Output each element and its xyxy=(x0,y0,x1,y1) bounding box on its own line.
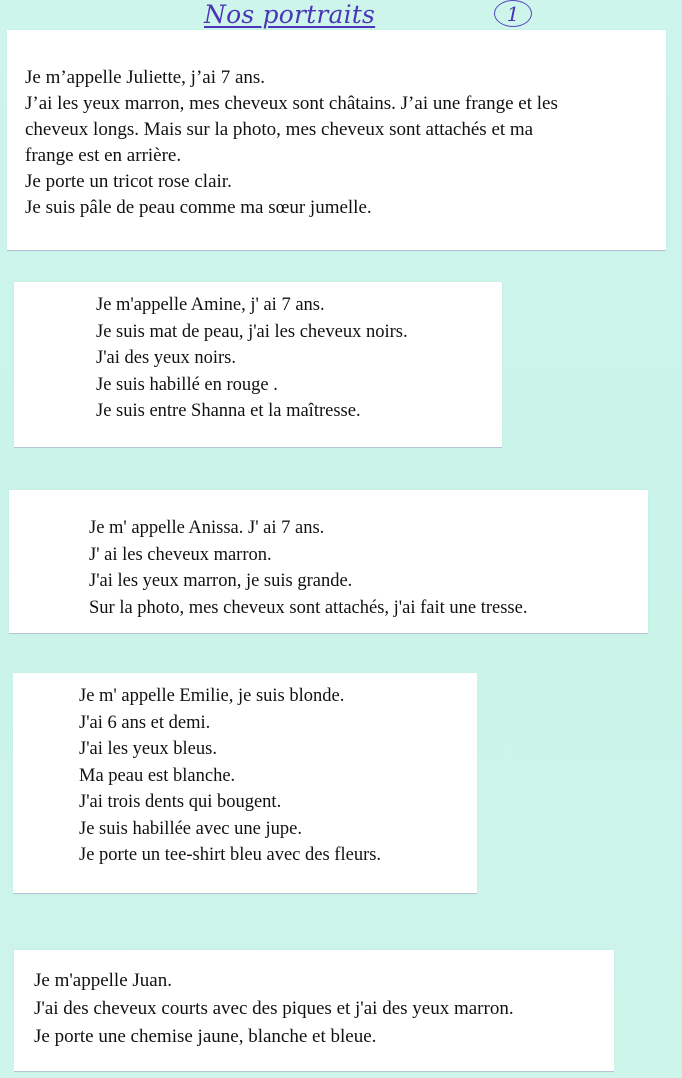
portrait-text xyxy=(89,515,527,621)
page-title: Nos portraits xyxy=(204,0,376,29)
portrait-line: J'ai des yeux noirs. xyxy=(96,348,237,368)
portrait-line: cheveux longs. Mais sur la photo, mes cheveux sont attachés et ma xyxy=(25,119,534,140)
portrait-line: Je suis pâle de peau comme ma sœur jumelle. xyxy=(25,197,372,218)
portrait-line: Je m’appelle Juliette, j’ai 7 ans. xyxy=(25,67,266,88)
portrait-card-juliette xyxy=(7,30,666,251)
page-number-badge: 1 xyxy=(494,0,532,27)
portrait-card-amine xyxy=(14,282,502,448)
portrait-line: Je suis habillée avec une jupe. xyxy=(79,818,302,839)
portrait-card-emilie xyxy=(13,673,477,894)
portrait-line: Je suis habillé en rouge . xyxy=(96,374,278,395)
portrait-line: Je porte un tricot rose clair. xyxy=(25,171,232,192)
portrait-line: J'ai 6 ans et demi. xyxy=(79,712,211,733)
portrait-line: J’ai les yeux marron, mes cheveux sont châtains. J’ai une frange et les xyxy=(25,93,558,114)
portrait-line: J'ai les yeux bleus. xyxy=(79,739,217,759)
portrait-line: Je porte une chemise jaune, blanche et bleue. xyxy=(34,1026,377,1047)
portrait-line: J' ai les cheveux marron. xyxy=(89,544,272,565)
portrait-text xyxy=(96,292,408,425)
portrait-line: Je suis entre Shanna et la maîtresse. xyxy=(96,401,361,421)
portrait-line: J'ai les yeux marron, je suis grande. xyxy=(89,571,353,591)
portrait-line: Je m'appelle Juan. xyxy=(34,970,172,991)
portrait-line: Je m' appelle Emilie, je suis blonde. xyxy=(79,686,345,706)
portrait-line: J'ai des cheveux courts avec des piques et j'ai des yeux marron. xyxy=(34,998,514,1019)
portrait-line: Je porte un tee-shirt bleu avec des fleurs. xyxy=(79,845,382,865)
portrait-text xyxy=(79,683,381,869)
portrait-line: Je m' appelle Anissa. J' ai 7 ans. xyxy=(89,518,325,538)
portrait-line: Je m'appelle Amine, j' ai 7 ans. xyxy=(96,295,325,315)
portrait-line: Sur la photo, mes cheveux sont attachés, j'ai fait une tresse. xyxy=(89,597,528,618)
portrait-line: frange est en arrière. xyxy=(25,145,182,166)
portrait-card-juan xyxy=(14,950,614,1072)
portrait-text xyxy=(34,967,514,1051)
portrait-line: Je suis mat de peau, j'ai les cheveux noirs. xyxy=(96,321,408,342)
portrait-line: Ma peau est blanche. xyxy=(79,765,236,786)
portrait-text xyxy=(25,65,558,221)
portrait-line: J'ai trois dents qui bougent. xyxy=(79,792,282,812)
portrait-card-anissa xyxy=(9,490,648,634)
